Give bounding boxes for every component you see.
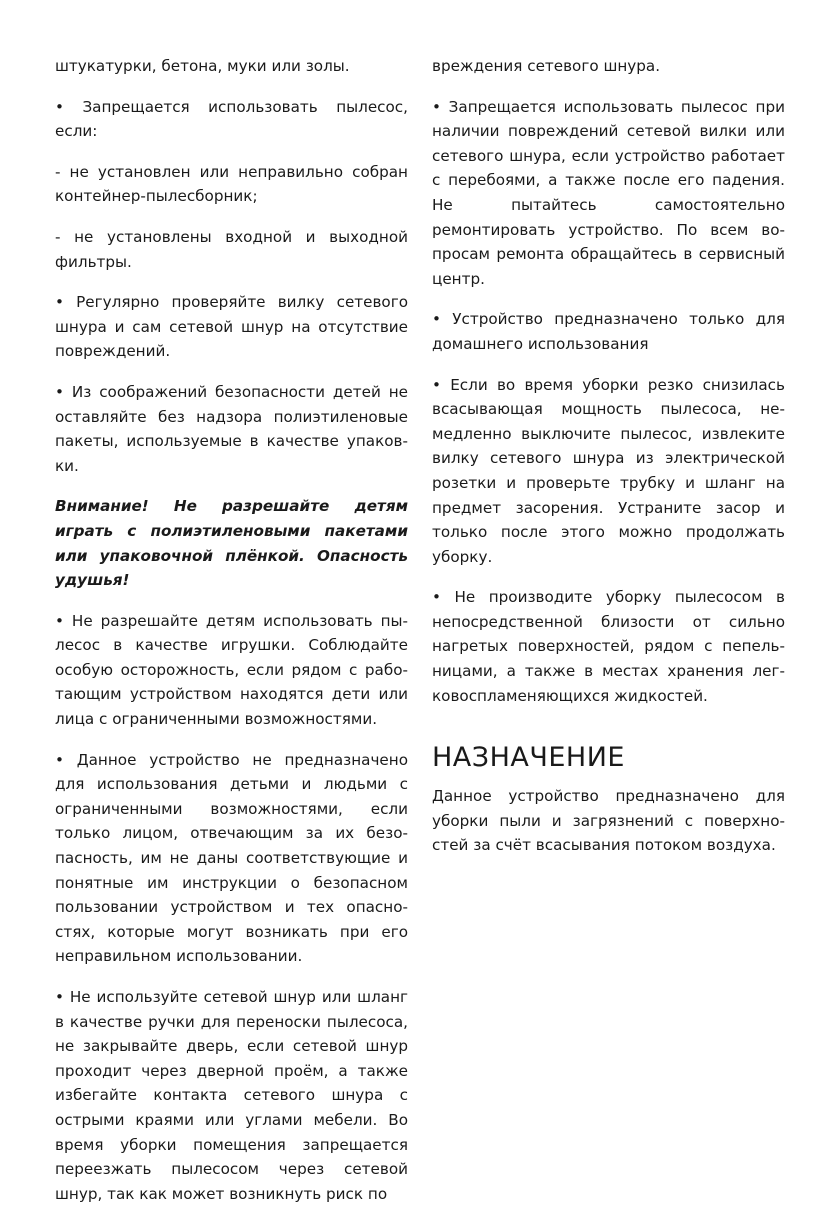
left-column xyxy=(55,54,408,1222)
purpose-paragraph: Данное устройство предназначено для уборки пыли и загрязнений с поверхностей за счёт всасывания потоком воздуха. xyxy=(432,787,785,855)
warning-paragraph: Внимание! Не разрешайте детям играть с полиэтиленовыми пакетами или упаковочной плёнкой. Опасность удушья! xyxy=(55,497,408,590)
paragraph: штукатурки, бетона, муки или золы. xyxy=(55,57,350,75)
paragraph: • Регулярно проверяйте вилку сетевого шнура и сам сетевой шнур на отсутствие повреждений. xyxy=(55,293,408,361)
paragraph: вреждения сетевого шнура. xyxy=(432,57,661,75)
paragraph: • Запрещается использовать пылесос при наличии повреждений сетевой вилки или сетевого шнура, если устройство работает с перебоями, а также после его падения. Не пытайтесь самостоятельно ремонтировать устройство. По всем вопросам ремонта обращайтесь в сервисный центр. xyxy=(432,97,785,288)
paragraph: • Запрещается использовать пылесос, если: xyxy=(55,97,408,141)
paragraph: • Устройство предназначено только для домашнего использования xyxy=(432,310,785,353)
section-heading: НАЗНАЧЕНИЕ xyxy=(432,742,625,774)
paragraph: • Не разрешайте детям использовать пылесос в качестве игрушки. Соблюдайте особую осторожность, если рядом с работающим устройством находятся дети или лица с ограниченными возможностями. xyxy=(55,611,408,729)
paragraph: • Не используйте сетевой шнур или шланг в качестве ручки для переноски пылесоса, не закрывайте дверь, если сетевой шнур проходит через дверной проём, а также избегайте контакта сетевого шнура с острыми краями или углами мебели. Во время уборки помещения запрещается переезжать пылесосом через сетевой шнур, так как может возникнуть риск по xyxy=(55,988,408,1203)
paragraph: • Из соображений безопасности детей не оставляйте без надзора полиэтиленовые пакеты, используемые в качестве упаковки. xyxy=(55,382,408,475)
paragraph: • Если во время уборки резко снизилась всасывающая мощность пылесоса, немедленно выключите пылесос, извлеките вилку сетевого шнура из электрической розетки и проверьте трубку и шланг на предмет засорения. Устраните засор и только после этого можно продолжать уборку. xyxy=(432,375,785,566)
right-column xyxy=(432,54,785,874)
paragraph: - не установлен или неправильно собран контейнер-пылесборник; xyxy=(55,162,408,206)
paragraph: - не установлены входной и выходной фильтры. xyxy=(55,227,408,271)
paragraph: • Не производите уборку пылесосом в непосредственной близости от сильно нагретых поверхностей, рядом с пепельницами, а также в местах хранения легковоспламеняющихся жидкостей. xyxy=(432,588,785,705)
paragraph: • Данное устройство не предназначено для использования детьми и людьми с ограниченными возможностями, если только лицом, отвечающим за их безопасность, им не даны соответствующие и понятные им инструкции о безопасном пользовании устройством и тех опасностях, которые могут возникать при его неправильном использовании. xyxy=(55,750,408,966)
